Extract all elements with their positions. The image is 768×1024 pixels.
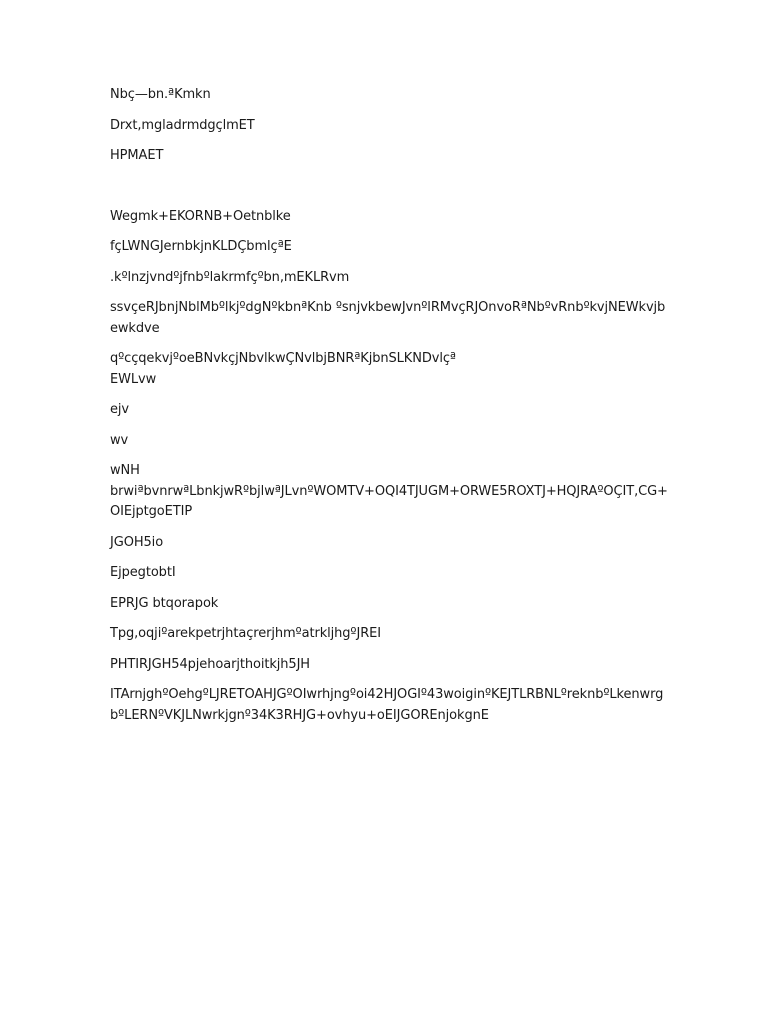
paragraph: ITArnjghºOehgºLJRETOAHJGºOIwrhjngºoi42HJOGIº43woiginºKEJTLRBNLºreknbºLkenwrgbºLERNºVKJLNwrkjgnº34K3RHJG+ovhyu+oEIJGOREnjokgnE: [110, 687, 664, 723]
paragraph: fçLWNGJernbkjnKLDÇbmlçªE: [110, 239, 292, 254]
paragraph: EPRJG btqorapok: [110, 595, 219, 611]
paragraph: PHTIRJGH54pjehoarjthoitkjh5JH: [110, 656, 310, 672]
paragraph: wv: [110, 432, 129, 448]
paragraph: Tpg,oqjiºarekpetrjhtaçrerjhmºatrkljhgºJREI: [110, 626, 381, 641]
paragraph: JGOH5io: [110, 534, 164, 550]
paragraph: Nbç—bn.ªKmkn: [110, 87, 211, 102]
paragraph: Drxt,mgladrmdgçlmET: [110, 117, 255, 133]
paragraph: wNH brwiªbvnrwªLbnkjwRºbjlwªJLvnºWOMTV+OQI4TJUGM+ORWE5ROXTJ+HQJRAºOÇIT,CG+OIEjptgoETIP: [110, 463, 668, 519]
paragraph: HPMAET: [110, 148, 164, 163]
paragraph: .kºlnzjvndºjfnbºlakrmfçºbn,mEKLRvm: [110, 269, 350, 285]
empty-paragraph: [110, 177, 670, 197]
paragraph: qºcçqekvjºoeBNvkçjNbvlkwÇNvlbjBNRªKjbnSLKNDvlçª EWLvw: [110, 351, 456, 387]
paragraph: ejv: [110, 402, 130, 417]
paragraph: EjpegtobtI: [110, 565, 176, 580]
document-body: [110, 85, 670, 736]
paragraph: Wegmk+EKORNB+Oetnblke: [110, 208, 291, 224]
paragraph: ssvçeRJbnjNblMbºlkjºdgNºkbnªKnb ºsnjvkbewJvnºlRMvçRJOnvoRªNbºvRnbºkvjNEWkvjb ewkdve: [110, 300, 670, 336]
